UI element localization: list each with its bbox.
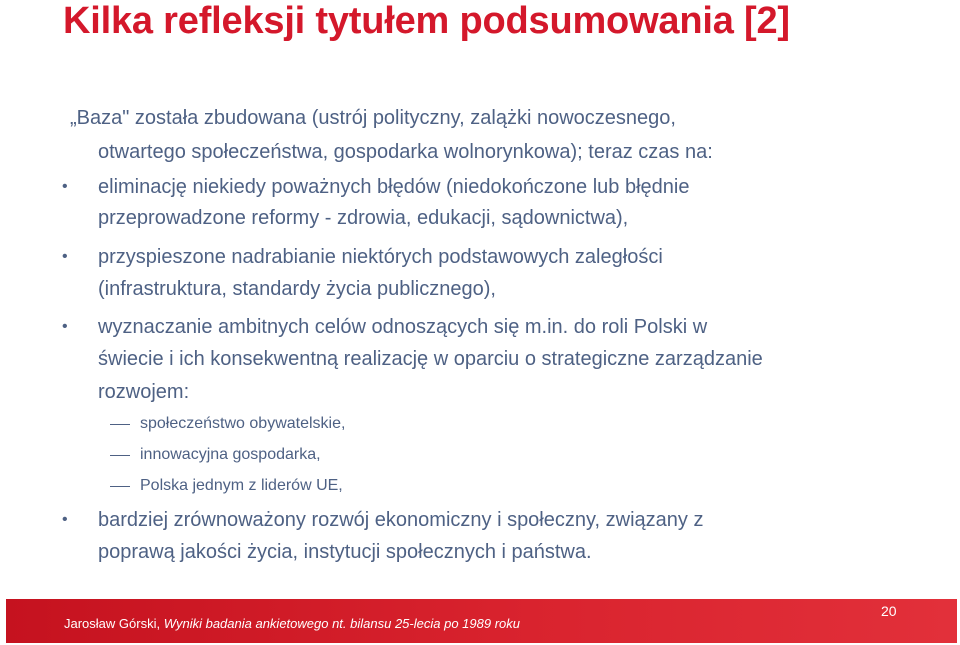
- sub-item-3: Polska jednym z liderów UE,: [140, 477, 343, 494]
- sub-item-2: innowacyjna gospodarka,: [140, 446, 321, 463]
- bullet-2-line-2: (infrastruktura, standardy życia publicznego),: [98, 278, 496, 300]
- bullet-marker: •: [62, 511, 68, 528]
- bullet-2-line-1: przyspieszone nadrabianie niektórych podstawowych zaległości: [98, 246, 663, 268]
- bullet-3-line-2: świecie i ich konsekwentną realizację w oparciu o strategiczne zarządzanie: [98, 348, 763, 370]
- bullet-3-line-3: rozwojem:: [98, 381, 190, 403]
- slide-title: Kilka refleksji tytułem podsumowania [2]: [63, 0, 790, 42]
- bullet-marker: •: [62, 178, 68, 195]
- bullet-marker: •: [62, 318, 68, 335]
- intro-line-2: otwartego społeczeństwa, gospodarka wolnorynkowa); teraz czas na:: [98, 141, 713, 163]
- bullet-1-line-2: przeprowadzone reformy - zdrowia, edukacji, sądownictwa),: [98, 207, 629, 229]
- sub-item-1: społeczeństwo obywatelskie,: [140, 415, 346, 432]
- bullet-4-line-2: poprawą jakości życia, instytucji społecznych i państwa.: [98, 541, 592, 563]
- sub-item-dash: [110, 486, 130, 487]
- bullet-marker: •: [62, 248, 68, 265]
- footer-citation: [64, 616, 520, 631]
- bullet-1-line-1: eliminację niekiedy poważnych błędów (niedokończone lub błędnie: [98, 176, 690, 198]
- footer-author: Jarosław Górski,: [64, 616, 164, 631]
- bullet-4-line-1: bardziej zrównoważony rozwój ekonomiczny i społeczny, związany z: [98, 509, 704, 531]
- footer-source: Wyniki badania ankietowego nt. bilansu 25-lecia po 1989 roku: [163, 616, 520, 631]
- sub-item-dash: [110, 455, 130, 456]
- page-number: 20: [881, 603, 897, 619]
- sub-item-dash: [110, 424, 130, 425]
- intro-line-1: „Baza" została zbudowana (ustrój polityczny, zalążki nowoczesnego,: [70, 107, 676, 129]
- bullet-3-line-1: wyznaczanie ambitnych celów odnoszących się m.in. do roli Polski w: [98, 316, 708, 338]
